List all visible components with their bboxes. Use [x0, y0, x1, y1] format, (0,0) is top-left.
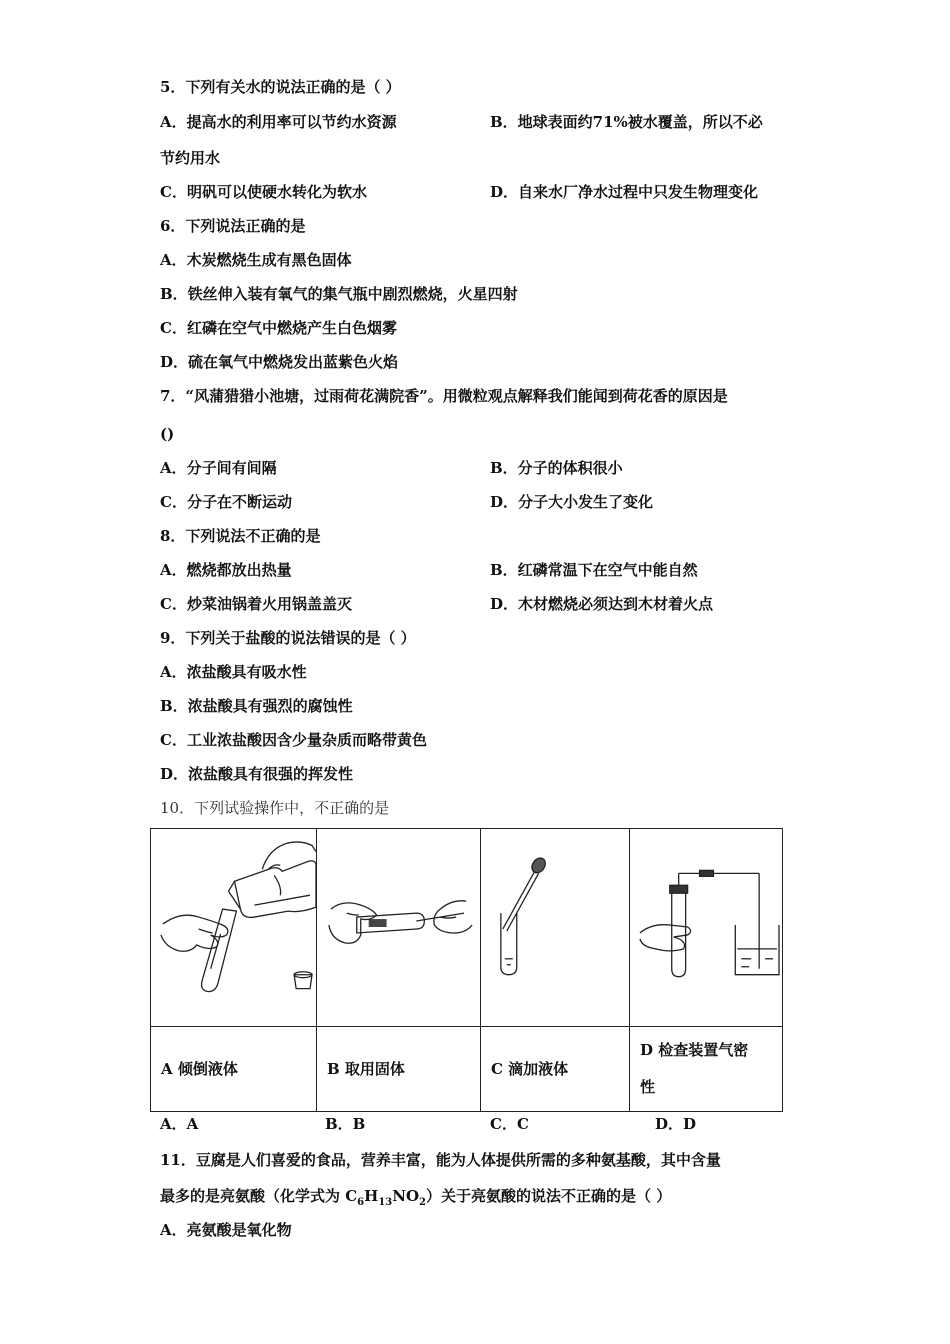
label-a: A 倾倒液体 — [161, 1059, 238, 1078]
q11-stem: 11．豆腐是人们喜爱的食品，营养丰富，能为人体提供所需的多种氨基酸，其中含量 — [160, 1151, 721, 1169]
q10-option-d[interactable]: D．D — [655, 1115, 697, 1133]
label-d-cell — [630, 1027, 783, 1112]
formula-sub-h: 13 — [378, 1197, 393, 1208]
q7-option-b[interactable]: B．分子的体积很小 — [490, 459, 623, 477]
q10-option-a[interactable]: A．A — [160, 1115, 199, 1133]
q7-option-c[interactable]: C．分子在不断运动 — [160, 493, 292, 511]
q7-stem: 7．“风蒲猎猎小池塘，过雨荷花满院香”。用微粒观点解释我们能闻到荷花香的原因是 — [160, 387, 728, 405]
q6-option-d[interactable]: D．硫在氧气中燃烧发出蓝紫色火焰 — [160, 353, 399, 371]
figure-c-cell — [481, 829, 630, 1027]
q6-stem: 6．下列说法正确的是 — [160, 217, 306, 235]
q10-option-b[interactable]: B．B — [325, 1115, 366, 1133]
airtightness-check-illustration — [630, 829, 782, 1026]
label-d-line2: 性 — [640, 1078, 656, 1096]
q11-stem-suffix: ）关于亮氨酸的说法不正确的是（ ） — [426, 1187, 672, 1205]
q9-option-c[interactable]: C．工业浓盐酸因含少量杂质而略带黄色 — [160, 731, 427, 749]
formula-sub-o: 2 — [419, 1197, 426, 1208]
q9-stem: 9．下列关于盐酸的说法错误的是（ ） — [160, 629, 416, 647]
label-d-line1: D 检查装置气密 — [640, 1041, 749, 1059]
q7-option-d[interactable]: D．分子大小发生了变化 — [490, 493, 654, 511]
formula-no: NO — [392, 1187, 420, 1205]
figure-a-cell — [151, 829, 317, 1027]
label-b: B 取用固体 — [327, 1059, 405, 1078]
q8-option-d[interactable]: D．木材燃烧必须达到木材着火点 — [490, 595, 714, 613]
q5-option-b-continued: 节约用水 — [160, 149, 221, 167]
label-b-cell — [317, 1027, 481, 1112]
q8-option-c[interactable]: C．炒菜油锅着火用锅盖盖灭 — [160, 595, 352, 613]
q5-stem: 5．下列有关水的说法正确的是（ ） — [160, 78, 401, 96]
q11-stem-prefix: 最多的是亮氨酸（化学式为 C — [160, 1187, 358, 1205]
label-c: C 滴加液体 — [491, 1059, 569, 1078]
dropping-liquid-illustration — [481, 829, 629, 1026]
pouring-liquid-illustration — [151, 829, 316, 1026]
q9-option-b[interactable]: B．浓盐酸具有强烈的腐蚀性 — [160, 697, 353, 715]
q11-option-a[interactable]: A．亮氨酸是氧化物 — [160, 1221, 292, 1239]
q6-option-b[interactable]: B．铁丝伸入装有氧气的集气瓶中剧烈燃烧，火星四射 — [160, 285, 518, 303]
q5-option-d[interactable]: D．自来水厂净水过程中只发生物理变化 — [490, 183, 759, 201]
q7-option-a[interactable]: A．分子间有间隔 — [160, 459, 277, 477]
q8-option-b[interactable]: B．红磷常温下在空气中能自然 — [490, 561, 698, 579]
q10-stem: 10．下列试验操作中，不正确的是 — [160, 799, 390, 817]
q8-option-a[interactable]: A．燃烧都放出热量 — [160, 561, 292, 579]
q5-option-a[interactable]: A．提高水的利用率可以节约水资源 — [160, 113, 397, 131]
label-c-cell — [481, 1027, 630, 1112]
formula-sub-c: 6 — [357, 1197, 365, 1208]
label-a-cell — [151, 1027, 317, 1112]
q5-option-b[interactable]: B．地球表面约71%被水覆盖，所以不必 — [490, 113, 763, 131]
q10-option-c[interactable]: C．C — [490, 1115, 529, 1133]
q6-option-a[interactable]: A．木炭燃烧生成有黑色固体 — [160, 251, 352, 269]
q11-stem-line2 — [160, 1186, 671, 1213]
q5-option-c[interactable]: C．明矾可以使硬水转化为软水 — [160, 183, 367, 201]
figure-d-cell — [630, 829, 783, 1027]
q9-option-d[interactable]: D．浓盐酸具有很强的挥发性 — [160, 765, 354, 783]
q6-option-c[interactable]: C．红磷在空气中燃烧产生白色烟雾 — [160, 319, 397, 337]
taking-solid-illustration — [317, 829, 480, 1026]
formula-h: H — [364, 1187, 379, 1205]
q7-stem-continued: () — [160, 425, 175, 443]
figure-b-cell — [317, 829, 481, 1027]
q8-stem: 8．下列说法不正确的是 — [160, 527, 321, 545]
q9-option-a[interactable]: A．浓盐酸具有吸水性 — [160, 663, 307, 681]
q10-figure-table — [150, 828, 783, 1112]
